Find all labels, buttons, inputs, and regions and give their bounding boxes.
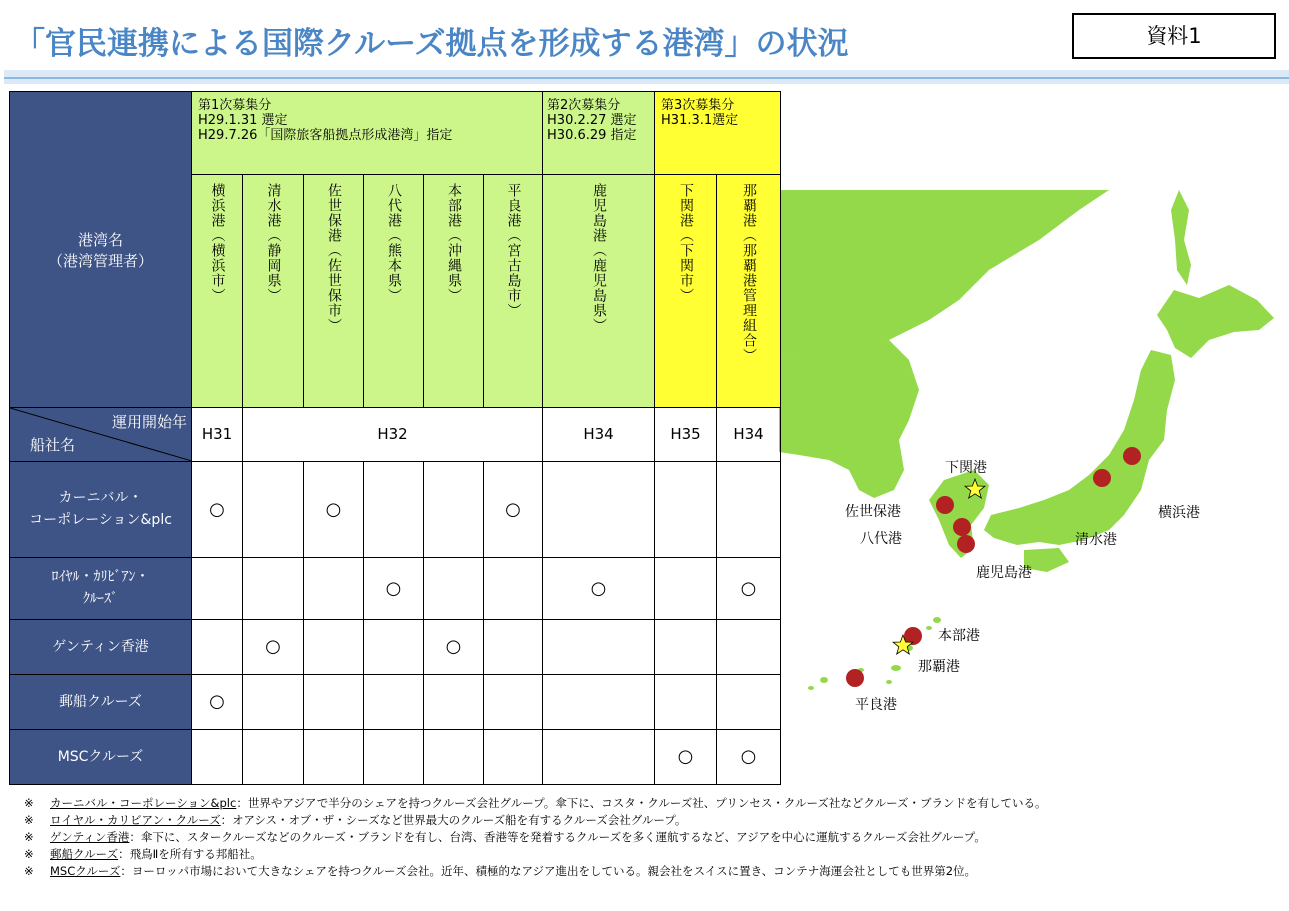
mark-cell — [655, 674, 717, 729]
cruise-line-name: MSCクルーズ — [10, 729, 192, 784]
note-mark: ※ — [24, 847, 34, 861]
mark-cell — [243, 557, 304, 619]
mark-cell — [484, 619, 543, 674]
port-name: 清水港（静岡県） — [265, 183, 282, 304]
line-text: カーニバル・ — [58, 490, 143, 507]
round-3-header — [655, 92, 781, 175]
map-label-shimizu: 清水港 — [1075, 532, 1117, 548]
port-header-line2: （港湾管理者） — [47, 251, 153, 270]
mark-cell — [304, 557, 364, 619]
footnotes — [24, 795, 1047, 880]
port-header-cell — [10, 92, 192, 408]
table-row — [10, 729, 781, 784]
mark-cell — [655, 557, 717, 619]
map-label-sasebo: 佐世保港 — [845, 504, 901, 520]
line-text: ｸﾙｰｽﾞ — [83, 591, 118, 608]
port-cell — [243, 175, 304, 408]
round-1-selected: H29.1.31 選定 — [198, 113, 288, 128]
operation-start-year-label: 運用開始年 — [111, 413, 187, 432]
mark-cell — [424, 557, 484, 619]
port-name: 八代港（熊本県） — [386, 183, 402, 304]
note-mark: ※ — [24, 813, 34, 827]
port-name: 平良港（宮古島市） — [505, 183, 522, 319]
diagonal-header-cell — [10, 408, 192, 461]
footnote — [24, 812, 1047, 829]
mark-cell — [655, 461, 717, 557]
title-underline — [4, 70, 1289, 84]
note-term: 郵船クルーズ — [50, 847, 119, 861]
note-term: MSCクルーズ — [50, 864, 121, 878]
mark-cell — [717, 461, 781, 557]
mark-cell — [484, 674, 543, 729]
footnote — [24, 795, 1047, 812]
page-title: 「官民連携による国際クルーズ拠点を形成する港湾」の状況 — [14, 26, 849, 62]
note-term: カーニバル・コーポレーション&plc — [50, 796, 237, 810]
port-name: 下関港（下関市） — [678, 183, 695, 304]
round-1-designated: H29.7.26「国際旅客船拠点形成港湾」指定 — [198, 128, 453, 143]
note-text: ：オアシス・オブ・ザ・シーズなど世界最大のクルーズ船を有するクルーズ会社グループ。 — [220, 813, 687, 827]
port-name: 横浜港（横浜市） — [209, 183, 226, 304]
port-cell — [424, 175, 484, 408]
round-1-title: 第1次募集分 — [198, 98, 272, 113]
port-cell — [304, 175, 364, 408]
mark-cell — [424, 461, 484, 557]
note-text: ：飛鳥Ⅱを所有する邦船社。 — [118, 847, 262, 861]
port-cell — [717, 175, 781, 408]
port-marker-sasebo — [936, 496, 954, 514]
mark-cell — [192, 729, 243, 784]
round-3-selected: H31.3.1選定 — [661, 113, 739, 128]
table-row — [10, 461, 781, 557]
mark-cell — [304, 674, 364, 729]
port-cell — [364, 175, 424, 408]
mark-cell — [192, 557, 243, 619]
note-term: ロイヤル・カリビアン・クルーズ — [50, 813, 221, 827]
mark-cell — [304, 729, 364, 784]
table-row — [10, 674, 781, 729]
note-term: ゲンティン香港 — [50, 830, 130, 844]
cruise-line-name — [10, 461, 192, 557]
note-mark: ※ — [24, 796, 34, 810]
mark-cell — [192, 619, 243, 674]
mark-cell: ○ — [192, 674, 243, 729]
table-row — [10, 619, 781, 674]
port-marker-shimizu — [1093, 469, 1111, 487]
line-text: コーポレーション&plc — [29, 512, 172, 529]
port-marker-hirara — [846, 669, 864, 687]
mark-cell — [543, 619, 655, 674]
mark-cell — [243, 674, 304, 729]
mark-cell: ○ — [304, 461, 364, 557]
mark-cell — [364, 619, 424, 674]
map-label-yatsushiro: 八代港 — [860, 531, 902, 547]
round-2-designated: H30.6.29 指定 — [547, 128, 637, 143]
footnote — [24, 863, 1047, 880]
mark-cell: ○ — [484, 461, 543, 557]
mark-cell — [543, 729, 655, 784]
footnote — [24, 829, 1047, 846]
map-label-hirara: 平良港 — [855, 697, 897, 713]
port-name: 鹿児島港（鹿児島県） — [591, 183, 608, 334]
port-name: 那覇港（那覇港管理組合） — [741, 183, 758, 364]
table-row — [10, 557, 781, 619]
round-1-header — [192, 92, 543, 175]
mark-cell: ○ — [243, 619, 304, 674]
map-label-naha: 那覇港 — [918, 659, 960, 675]
cruise-line-name: 郵船クルーズ — [10, 674, 192, 729]
mark-cell: ○ — [192, 461, 243, 557]
mark-cell — [543, 461, 655, 557]
mark-cell: ○ — [364, 557, 424, 619]
mark-cell: ○ — [717, 729, 781, 784]
round-2-header — [543, 92, 655, 175]
star-icon-naha — [892, 634, 914, 656]
note-mark: ※ — [24, 830, 34, 844]
note-text: ：ヨーロッパ市場において大きなシェアを持つクルーズ会社。近年、積極的なアジア進出をしている。親会社をスイスに置き、コンテナ海運会社としても世界第2位。 — [120, 864, 977, 878]
map-label-yokohama: 横浜港 — [1158, 505, 1200, 521]
year-cell: H32 — [243, 408, 543, 461]
year-cell: H34 — [543, 408, 655, 461]
cruise-line-label: 船社名 — [30, 435, 76, 454]
mark-cell: ○ — [655, 729, 717, 784]
mark-cell — [364, 674, 424, 729]
mark-cell — [243, 461, 304, 557]
star-icon-shimonoseki — [964, 478, 986, 500]
mark-cell — [484, 729, 543, 784]
mark-cell: ○ — [717, 557, 781, 619]
port-header-line1: 港湾名 — [77, 230, 123, 249]
cruise-line-name: ゲンティン香港 — [10, 619, 192, 674]
port-name: 本部港（沖縄県） — [446, 183, 462, 304]
cruise-port-table — [9, 91, 781, 785]
mark-cell — [364, 729, 424, 784]
port-cell — [484, 175, 543, 408]
note-text: ：世界やアジアで半分のシェアを持つクルーズ会社グループ。傘下に、コスタ・クルーズ社、プリンセス・クルーズ社などクルーズ・ブランドを有している。 — [236, 796, 1047, 810]
mark-cell: ○ — [543, 557, 655, 619]
mark-cell — [484, 557, 543, 619]
mark-cell — [717, 619, 781, 674]
port-marker-yatsushiro — [953, 518, 971, 536]
mark-cell — [424, 674, 484, 729]
port-marker-yokohama — [1123, 447, 1141, 465]
map-label-kagoshima: 鹿児島港 — [976, 565, 1032, 581]
year-cell: H34 — [717, 408, 781, 461]
port-name: 佐世保港（佐世保市） — [326, 183, 342, 334]
cruise-line-name — [10, 557, 192, 619]
note-mark: ※ — [24, 864, 34, 878]
mark-cell — [543, 674, 655, 729]
mark-cell — [717, 674, 781, 729]
line-text: ﾛｲﾔﾙ・ｶﾘﾋﾞｱﾝ・ — [51, 569, 150, 586]
round-2-title: 第2次募集分 — [547, 98, 621, 113]
port-marker-kagoshima — [957, 535, 975, 553]
port-cell — [543, 175, 655, 408]
document-label: 資料1 — [1072, 13, 1276, 59]
map-label-shimonoseki: 下関港 — [945, 460, 987, 476]
year-cell: H31 — [192, 408, 243, 461]
footnote — [24, 846, 1047, 863]
map-label-motobu: 本部港 — [938, 628, 980, 644]
year-cell: H35 — [655, 408, 717, 461]
port-cell — [192, 175, 243, 408]
port-cell — [655, 175, 717, 408]
mark-cell — [364, 461, 424, 557]
mark-cell — [655, 619, 717, 674]
mark-cell — [424, 729, 484, 784]
mark-cell: ○ — [424, 619, 484, 674]
round-2-selected: H30.2.27 選定 — [547, 113, 637, 128]
mark-cell — [304, 619, 364, 674]
round-3-title: 第3次募集分 — [661, 98, 735, 113]
mark-cell — [243, 729, 304, 784]
note-text: ：傘下に、スタークルーズなどのクルーズ・ブランドを有し、台湾、香港等を発着するクルーズを多く運航するなど、アジアを中心に運航するクルーズ会社グループ。 — [129, 830, 986, 844]
